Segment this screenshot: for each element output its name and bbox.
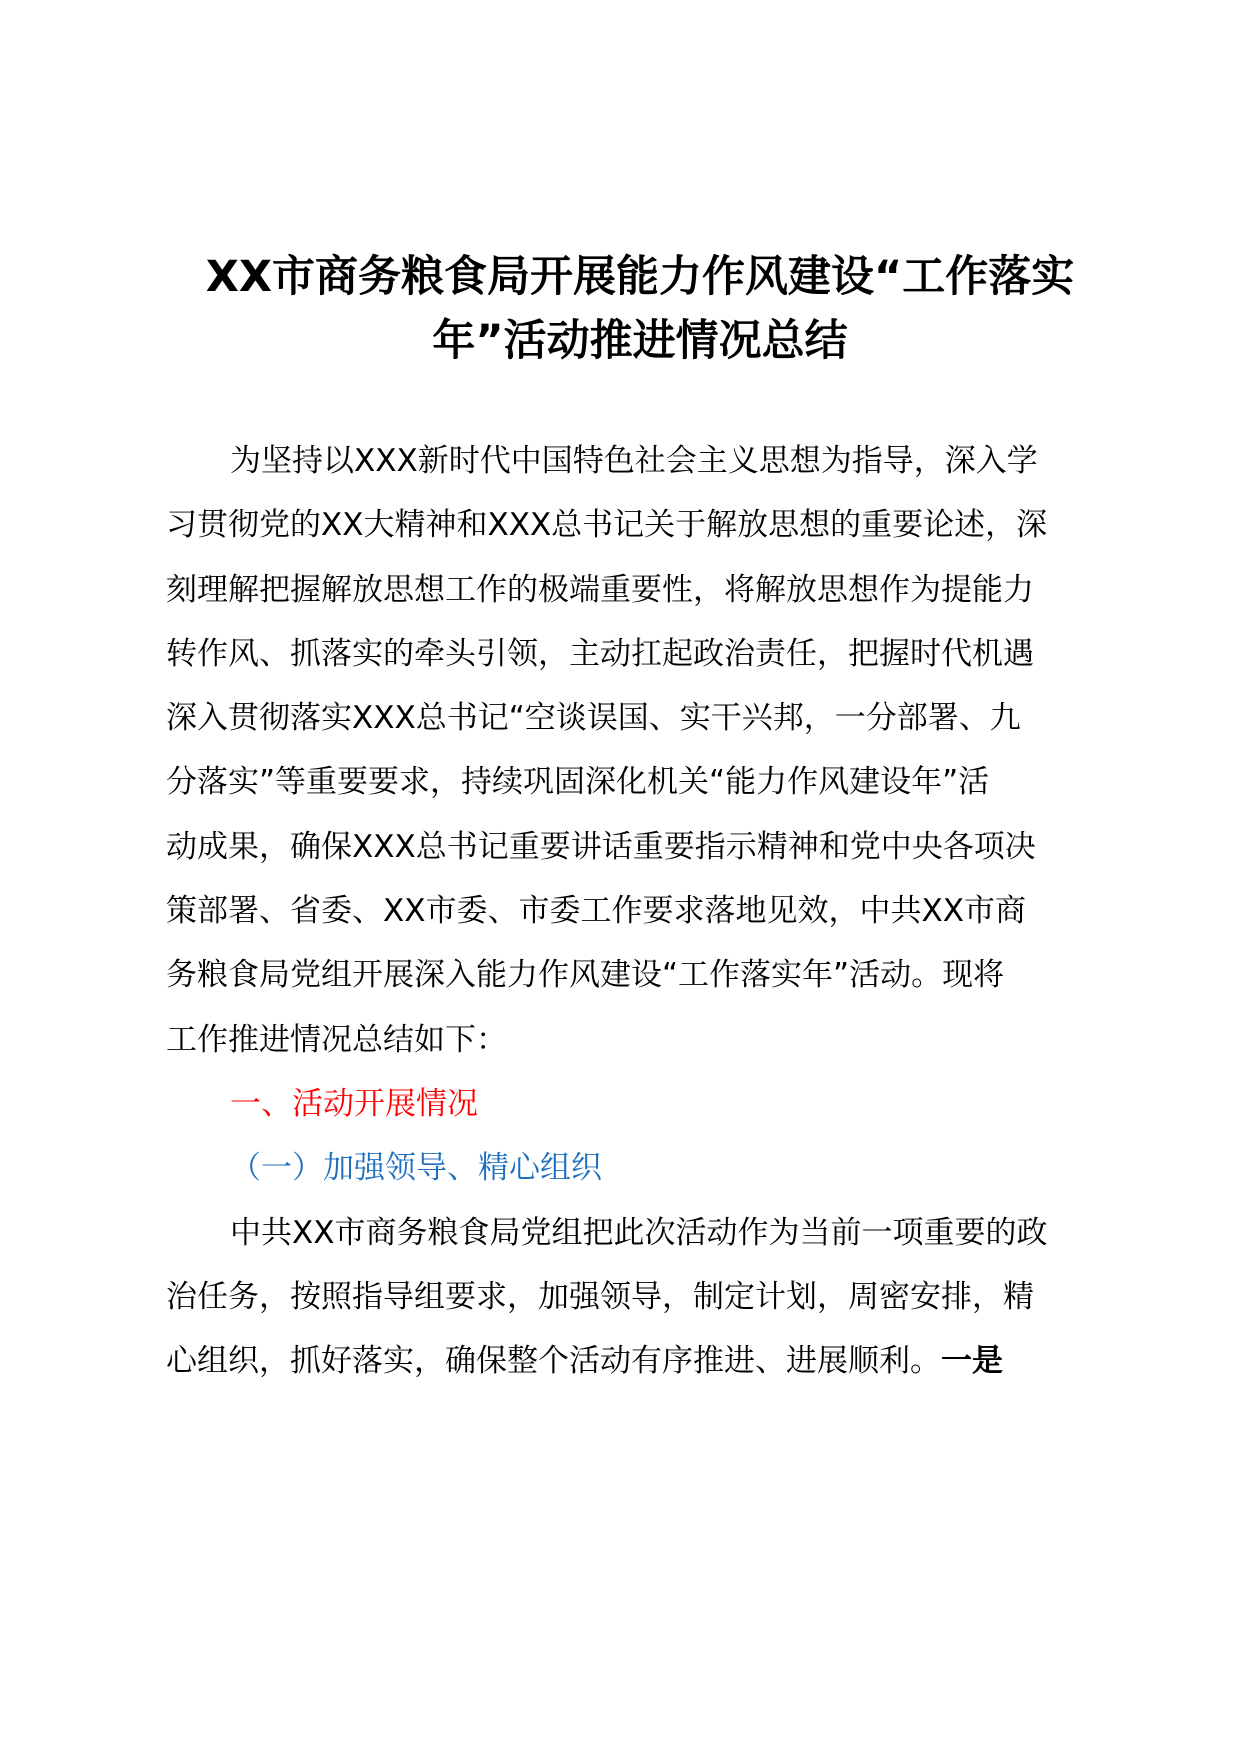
title-line-2: 年”活动推进情况总结 — [432, 316, 848, 366]
intro-line-3: 刻理解把握解放思想工作的极端重要性，将解放思想作为提能力 — [166, 571, 1034, 608]
intro-line-6: 分落实”等重要要求，持续巩固深化机关“能力作风建设年”活 — [166, 764, 990, 801]
intro-line-8: 策部署、省委、XX市委、市委工作要求落地见效，中共XX市商 — [166, 893, 1026, 930]
intro-line-7: 动成果，确保XXX总书记重要讲话重要指示精神和党中央各项决 — [166, 828, 1036, 865]
para2-line-3-text: 心组织，抓好落实，确保整个活动有序推进、进展顺利。 — [166, 1343, 941, 1380]
document-title — [160, 245, 1120, 373]
subsection-heading: （一）加强领导、精心组织 — [230, 1150, 602, 1187]
intro-line-10: 工作推进情况总结如下： — [166, 1021, 507, 1058]
para2-line-3 — [166, 1329, 1126, 1393]
para2-bold-tail: 一是 — [941, 1343, 1003, 1380]
para2-line-2: 治任务，按照指导组要求，加强领导，制定计划，周密安排，精 — [166, 1278, 1034, 1315]
document-body — [166, 429, 1126, 1393]
intro-line-1: 为坚持以XXX新时代中国特色社会主义思想为指导，深入学 — [230, 443, 1038, 479]
para2-line-1: 中共XX市商务粮食局党组把此次活动作为当前一项重要的政 — [230, 1214, 1048, 1251]
intro-line-4: 转作风、抓落实的牵头引领，主动扛起政治责任，把握时代机遇 — [166, 635, 1034, 672]
title-line-1: XX市商务粮食局开展能力作风建设“工作落实 — [205, 252, 1075, 302]
paragraph-2 — [166, 1201, 1126, 1394]
intro-line-9: 务粮食局党组开展深入能力作风建设“工作落实年”活动。现将 — [166, 957, 1005, 994]
intro-line-5: 深入贯彻落实XXX总书记“空谈误国、实干兴邦，一分部署、九 — [166, 700, 1021, 737]
intro-line-2: 习贯彻党的XX大精神和XXX总书记关于解放思想的重要论述，深 — [166, 507, 1048, 544]
section-heading: 一、活动开展情况 — [230, 1085, 478, 1122]
intro-paragraph — [166, 429, 1126, 1072]
